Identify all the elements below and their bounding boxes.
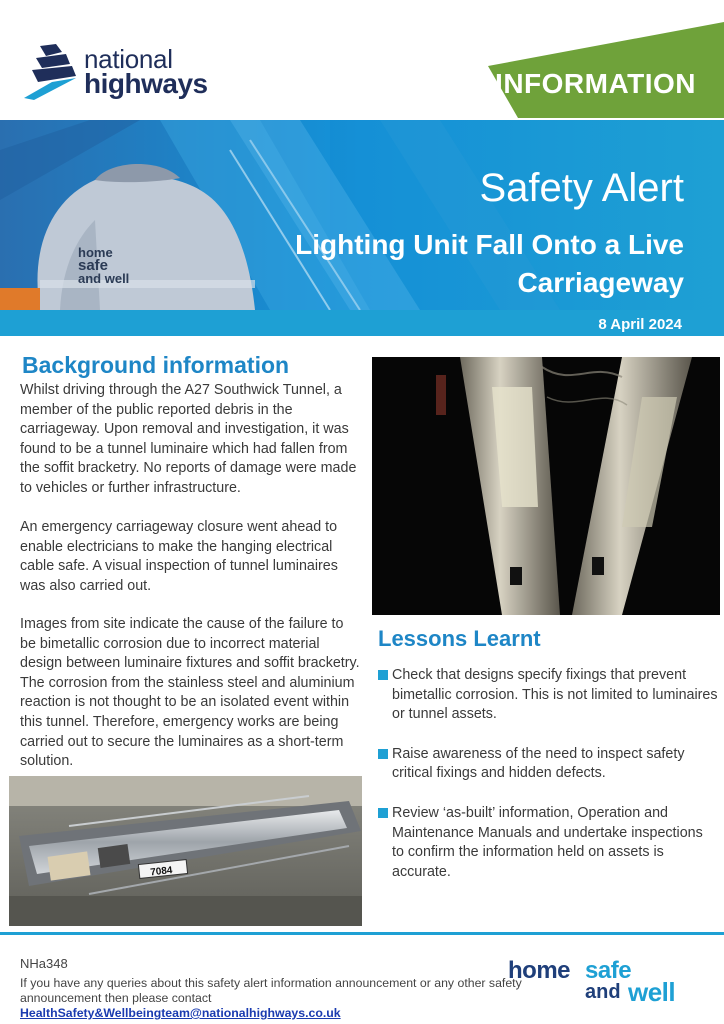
list-item [378, 804, 718, 882]
tunnel-bracketry-photo [372, 357, 720, 615]
lesson-text-2: Raise awareness of the need to inspect safety critical fixings and hidden defects. [392, 745, 685, 782]
brand-home: home [508, 957, 571, 984]
luminaire-id-label: 7084 [149, 865, 174, 879]
contact-email-link[interactable]: HealthSafety&Wellbeingteam@nationalhighways.co.uk [20, 1006, 341, 1020]
lesson-text-1: Check that designs specify fixings that prevent bimetallic corrosion. This is not limited to luminaires or tunnel assets. [392, 667, 718, 723]
brand-and: and [585, 981, 621, 1003]
background-paragraph-3: Images from site indicate the cause of the failure to be bimetallic corrosion due to incorrect material design between luminaire fixtures and soffit bracketry. The corrosion from the stainless steel and aluminium reaction is not thought to be an isolated event within this tunnel. Therefore, emergency works are being carried out to secure the luminaires as a short-term solution. [20, 616, 360, 770]
brand-safe: safe [585, 957, 632, 984]
lessons-list [378, 666, 718, 902]
background-paragraph-2: An emergency carriageway closure went ahead to enable electricians to make the hanging electrical cable safe. A visual inspection of tunnel luminaires was also carried out. [20, 519, 338, 594]
footer-divider [0, 932, 724, 935]
list-item [378, 666, 718, 725]
luminaire-photo [9, 776, 362, 926]
background-heading: Background information [22, 352, 290, 378]
home-safe-and-well-logo [508, 957, 688, 1007]
bullet-square-icon [378, 808, 388, 818]
lessons-heading: Lessons Learnt [378, 626, 541, 651]
jacket-logo-text [78, 246, 129, 285]
brand-well: well [628, 977, 676, 1007]
contact-note-text: If you have any queries about this safety alert information announcement or any other safety announcement then please contact [20, 976, 522, 1005]
information-label: INFORMATION [495, 68, 696, 99]
list-item [378, 745, 718, 784]
highways-mark-icon [22, 42, 82, 102]
jacket-text-and-well: and well [78, 271, 130, 286]
bullet-square-icon [378, 749, 388, 759]
jacket-text-safe: safe [78, 257, 109, 274]
background-paragraph-1: Whilst driving through the A27 Southwick Tunnel, a member of the public reported debris in the carriageway. Upon removal and investigation, it was found to be a tunnel luminaire which had fallen from the soffit bracketry. No reports of damage were made to vehicles or further infrastructure. [20, 382, 357, 496]
national-highways-logo [22, 42, 232, 102]
contact-note [20, 976, 530, 1021]
page-title: Safety Alert [479, 166, 684, 210]
jacket-text-home: home [78, 245, 113, 260]
page-subtitle: Lighting Unit Fall Onto a Live Carriageway [295, 229, 684, 298]
alert-date: 8 April 2024 [598, 316, 682, 333]
bullet-square-icon [378, 670, 388, 680]
logo-text-national: national [84, 44, 173, 74]
lesson-text-3: Review ‘as-built’ information, Operation and Maintenance Manuals and undertake inspections to confirm the information held on assets is accurate. [392, 804, 703, 880]
document-reference: NHa348 [20, 956, 68, 971]
logo-text-highways: highways [84, 68, 208, 99]
